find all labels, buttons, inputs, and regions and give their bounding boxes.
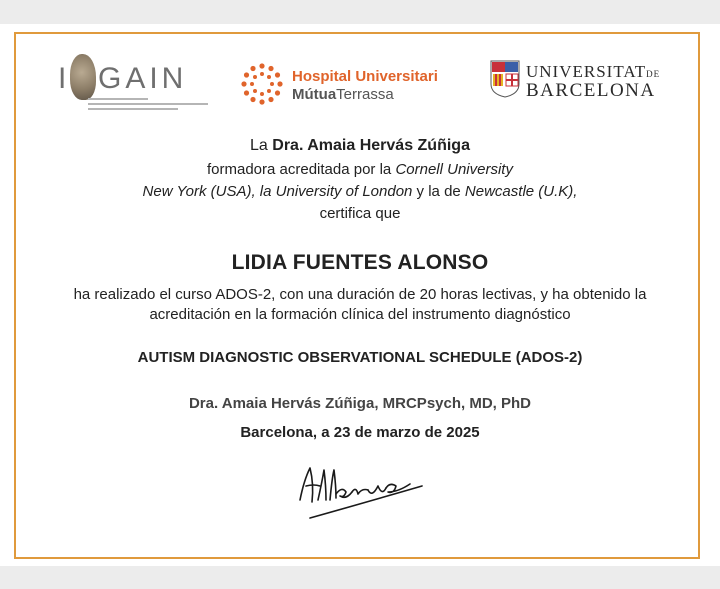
igain-word: GAIN: [98, 62, 188, 95]
issuer-name: Dra. Amaia Hervás Zúñiga: [272, 137, 470, 154]
certifies-line: certifica que: [319, 205, 401, 222]
issuer-line: [14, 137, 706, 155]
university-name-line2: BARCELONA: [526, 80, 656, 101]
accreditation-line1: [14, 161, 706, 178]
igain-subtitle-lines: [88, 98, 218, 110]
ub-shield-icon: [490, 60, 520, 98]
description-line2: acreditación en la formación clínica del instrumento diagnóstico: [149, 306, 571, 323]
hospital-name-rest: Terrassa: [336, 86, 394, 103]
accreditation-newcastle: Newcastle (U.K),: [464, 183, 578, 200]
accreditation-ny-london: New York (USA), la University of London: [142, 183, 413, 200]
dotted-sun-icon: [240, 62, 284, 106]
igain-initial: I: [58, 62, 68, 95]
place-date: Barcelona, a 23 de marzo de 2025: [240, 424, 480, 441]
igain-logo: [54, 54, 204, 110]
hospital-name-line1: Hospital Universitari: [292, 68, 438, 85]
description-line1: ha realizado el curso ADOS-2, con una duración de 20 horas lectivas, y ha obtenido la: [73, 286, 647, 303]
university-logo: [486, 58, 666, 108]
university-name-line1: [526, 62, 660, 82]
university-word: UNIVERSITAT: [526, 62, 647, 81]
head-bust-icon: [70, 54, 96, 100]
accreditation-joiner: y la de: [412, 183, 465, 200]
course-title: AUTISM DIAGNOSTIC OBSERVATIONAL SCHEDULE (ADOS-2): [137, 349, 583, 366]
certificate-page: [0, 24, 720, 566]
accreditation-line2: [14, 183, 706, 200]
hospital-name-bold: Mútua: [292, 86, 337, 103]
hospital-logo: [240, 62, 460, 110]
issuer-prefix: La: [250, 137, 273, 154]
hospital-name-line2: [292, 86, 394, 103]
signature: [290, 456, 430, 526]
accreditation-cornell: Cornell University: [395, 161, 513, 178]
university-de: DE: [646, 69, 661, 79]
signer-name: Dra. Amaia Hervás Zúñiga, MRCPsych, MD, PhD: [188, 395, 532, 412]
recipient-name: LIDIA FUENTES ALONSO: [231, 251, 489, 274]
accreditation-prefix: formadora acreditada por la: [207, 161, 396, 178]
